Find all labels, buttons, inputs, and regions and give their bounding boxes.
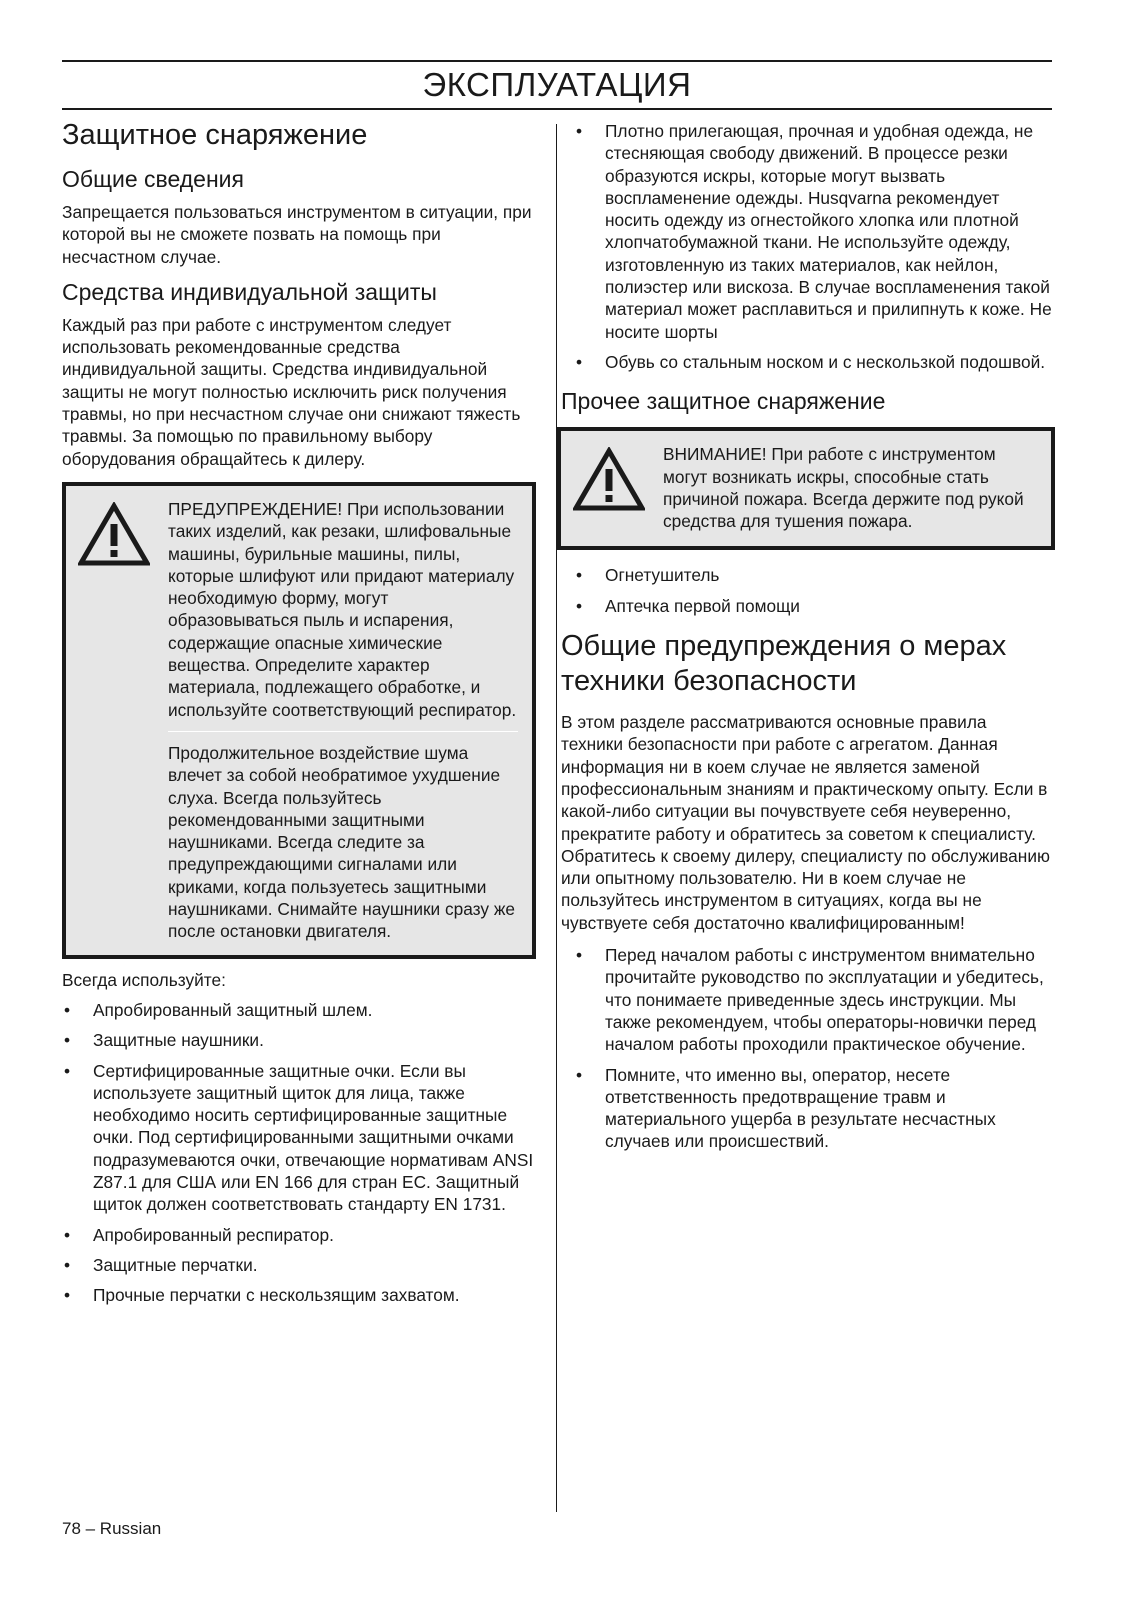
ppe-list: [62, 999, 536, 1307]
clothing-list: [574, 120, 1052, 373]
list-item: • Прочные перчатки с нескользящим захватом.: [62, 1284, 536, 1306]
list-item: • Обувь со стальным носком и с нескользкой подошвой.: [574, 351, 1052, 373]
list-item: • Защитные перчатки.: [62, 1254, 536, 1276]
warning-triangle-icon: [78, 502, 150, 566]
subheading-ppe: Средства индивидуальной защиты: [62, 278, 437, 305]
warning-box: [62, 482, 536, 959]
column-divider: [556, 124, 557, 1512]
subheading-general-info: Общие сведения: [62, 166, 244, 192]
caution-text: ВНИМАНИЕ! При работе с инструментом могут возникать искры, способные стать причиной пожара. Всегда держите под рукой средства для тушения пожара.: [663, 444, 1024, 532]
paragraph-general-safety: В этом разделе рассматриваются основные правила техники безопасности при работе с агрегатом. Данная информация ни в коем случае не является заменой профессиональным знаниям и практическому опыту. Если в какой-либо ситуации вы почувствуете себя неуверенно, прекратите работу и обратитесь за советом к специалисту. Обратитесь к своему дилеру, специалисту по обслуживанию или опытному пользователю. Ни в коем случае не пользуйтесь инструментом в ситуациях, когда вы не чувствуете себя достаточно квалифицированным!: [561, 712, 1050, 933]
page-footer: [62, 1518, 161, 1540]
caution-text-block: [663, 443, 1037, 532]
list-item: • Защитные наушники.: [62, 1029, 536, 1051]
warning-text-noise: Продолжительное воздействие шума влечет за собой необратимое ухудшение слуха. Всегда пользуйтесь рекомендованными защитными наушниками. Всегда следите за предупреждающими сигналами или криками, когда пользуетесь защитными наушниками. Снимайте наушники сразу же после остановки двигателя.: [168, 742, 515, 942]
list-item: • Апробированный защитный шлем.: [62, 999, 536, 1021]
list-item: • Плотно прилегающая, прочная и удобная одежда, не стесняющая свободу движений. В процессе резки образуются искры, которые могут вызвать воспламенение одежды. Husqvarna рекомендует носить одежду из огнестойкого хлопка или плотной хлопчатобумажной ткани. Не используйте одежду, изготовленную из таких материалов, как нейлон, полиэстер или вискоза. В случае воспламенения такой материал может расплавиться и прилипнуть к коже. Не носите шорты: [574, 120, 1052, 343]
list-item: • Огнетушитель: [574, 564, 1052, 586]
warning-text-block: [168, 498, 518, 943]
fire-safety-list: [574, 564, 1052, 617]
list-item: • Сертифицированные защитные очки. Если вы используете защитный щиток для лица, также необходимо носить сертифицированные защитные очки. Под сертифицированными защитными очками подразумеваются очки, отвечающие нормативам ANSI Z87.1 для США или EN 166 для стран ЕС. Защитный щиток должен соответствовать стандарту EN 1731.: [62, 1060, 536, 1216]
warning-triangle-icon: [573, 447, 645, 511]
warning-separator: [168, 731, 518, 732]
always-use-label: Всегда используйте:: [62, 969, 226, 990]
section-title: ЭКСПЛУАТАЦИЯ: [422, 66, 692, 103]
paragraph-ppe: Каждый раз при работе с инструментом следует использовать рекомендованные средства индивидуальной защиты. Средства индивидуальной защиты не могут полностью исключить риск получения травмы, но при несчастном случае они снижают тяжесть травмы. За помощью по правильному выбору оборудования обращайтесь к дилеру.: [62, 314, 521, 469]
left-column: [62, 118, 536, 1306]
paragraph-general-info: Запрещается пользоваться инструментом в ситуации, при которой вы не сможете позвать на помощь при несчастном случае.: [62, 202, 532, 267]
heading-general-safety: Общие предупреждения о мерах техники безопасности: [561, 630, 1007, 698]
list-item: • Перед началом работы с инструментом внимательно прочитайте руководство по эксплуатации и убедитесь, что понимаете приведенные здесь инструкции. Мы также рекомендуем, чтобы операторы-новички перед началом работы проходили практическое обучение.: [574, 944, 1052, 1055]
subheading-other-equipment: Прочее защитное снаряжение: [561, 388, 886, 415]
page-number: 78 – Russian: [62, 1519, 162, 1538]
caution-box: [557, 427, 1055, 550]
warning-text-dust: ПРЕДУПРЕЖДЕНИЕ! При использовании таких изделий, как резаки, шлифовальные машины, бурильные машины, пилы, которые шлифуют или придают материалу необходимую форму, могут образовываться пыль и испарения, содержащие опасные химические вещества. Определите характер материала, подлежащего обработке, и используйте соответствующий респиратор.: [168, 498, 517, 720]
list-item: • Апробированный респиратор.: [62, 1224, 536, 1246]
heading-protective-equipment: Защитное снаряжение: [62, 119, 368, 151]
safety-list: [574, 944, 1052, 1153]
list-item: • Помните, что именно вы, оператор, несете ответственность предотвращение травм и материального ущерба в результате несчастных случаев или происшествий.: [574, 1064, 1052, 1153]
list-item: • Аптечка первой помощи: [574, 595, 1052, 617]
right-column: [561, 120, 1052, 1153]
section-header: [62, 60, 1052, 110]
